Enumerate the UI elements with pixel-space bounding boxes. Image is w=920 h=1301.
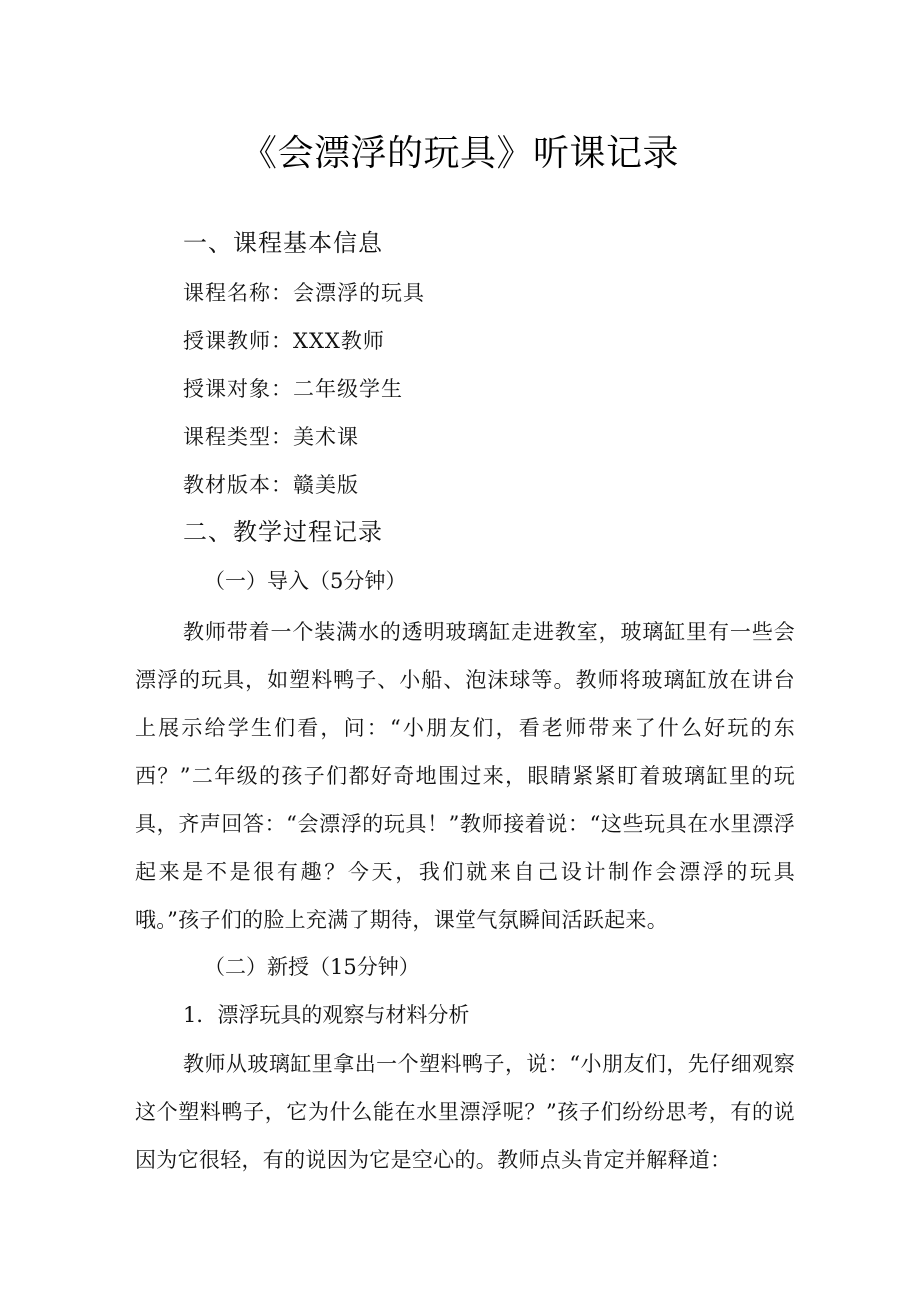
paragraph-intro: 教师带着一个装满水的透明玻璃缸走进教室，玻璃缸里有一些会漂浮的玩具，如塑料鸭子、小船、泡沫球等。教师将玻璃缸放在讲台上展示给学生们看，问：“小朋友们，看老师带来了什么好玩的东西？”二年级的孩子们都好奇地围过来，眼睛紧紧盯着玻璃缸里的玩具，齐声回答：“会漂浮的玩具！”教师接着说：“这些玩具在水里漂浮起来是不是很有趣？今天，我们就来自己设计制作会漂浮的玩具哦。”孩子们的脸上充满了期待，课堂气氛瞬间活跃起来。: [135, 620, 795, 932]
info-course-type: 课程类型：美术课: [183, 425, 359, 449]
section-heading-teaching-process: 二、教学过程记录: [183, 518, 383, 546]
info-textbook-edition: 教材版本：赣美版: [183, 473, 359, 497]
document-title: 《会漂浮的玩具》听课记录: [240, 133, 679, 174]
subsection-heading-intro: （一）导入（5分钟）: [204, 569, 407, 593]
section-heading-basic-info: 一、课程基本信息: [183, 229, 383, 257]
paragraph-observation: 教师从玻璃缸里拿出一个塑料鸭子，说：“小朋友们，先仔细观察这个塑料鸭子，它为什么能在水里漂浮呢？”孩子们纷纷思考，有的说因为它很轻，有的说因为它是空心的。教师点头肯定并解释道：: [135, 1052, 795, 1172]
info-course-name: 课程名称：会漂浮的玩具: [183, 281, 425, 305]
info-teacher: 授课教师：XXX教师: [183, 329, 385, 353]
subsection-heading-new-lesson: （二）新授（15分钟）: [204, 955, 420, 979]
subsection-item-observation: 1．漂浮玩具的观察与材料分析: [183, 1003, 470, 1027]
info-students: 授课对象：二年级学生: [183, 377, 403, 401]
